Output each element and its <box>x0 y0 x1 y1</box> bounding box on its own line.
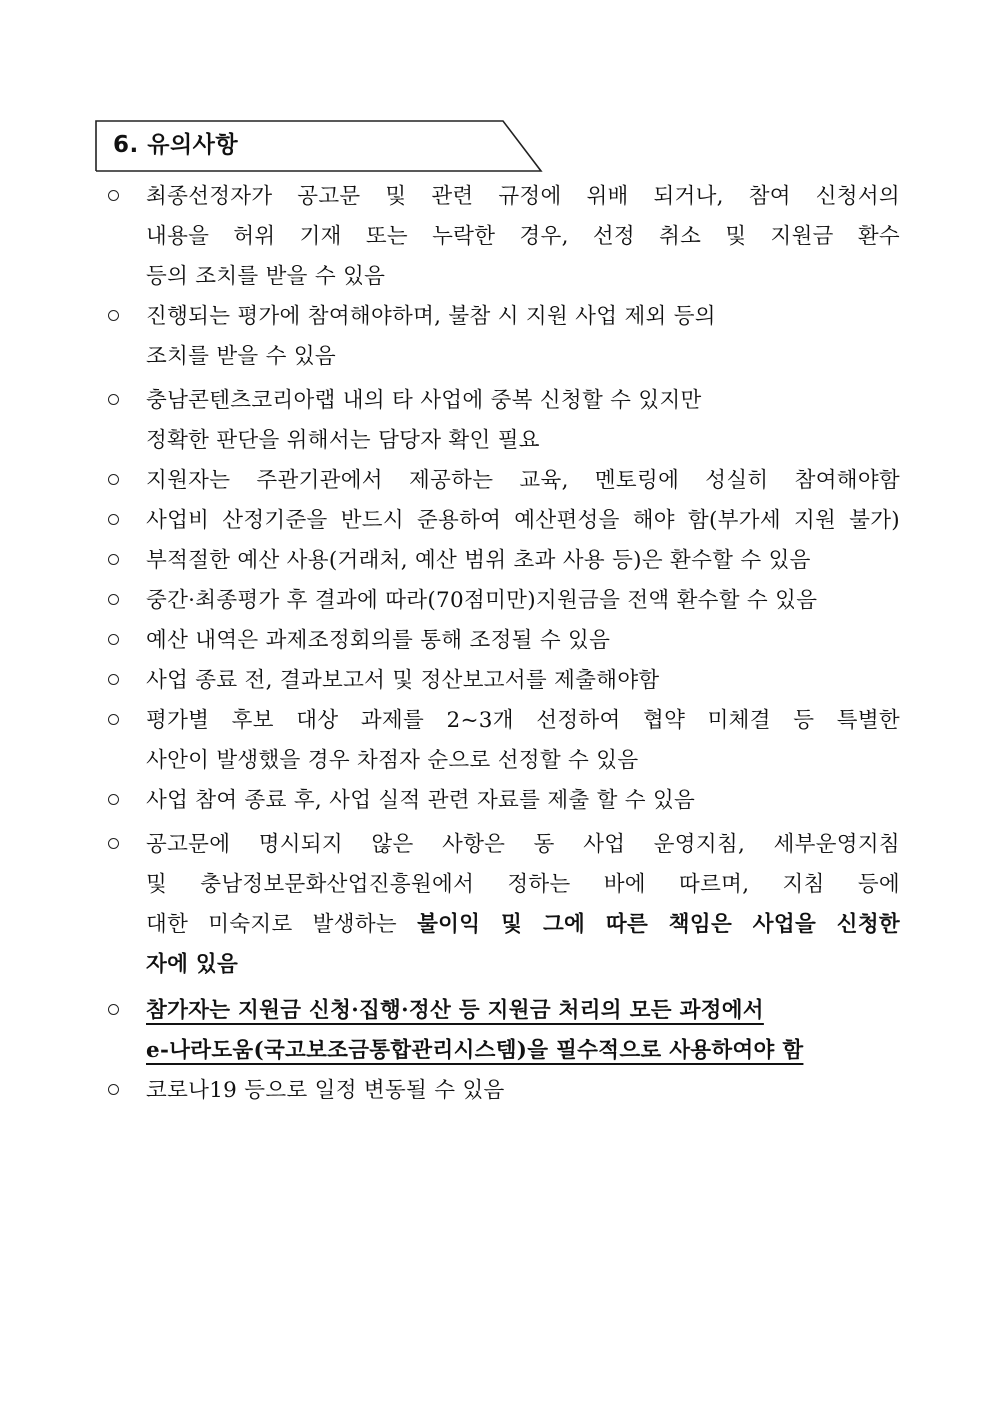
list-item <box>108 381 900 461</box>
circle-bullet-icon <box>108 634 119 645</box>
note-line: 중간·최종평가 후 결과에 따라(70점미만)지원금을 전액 환수할 수 있음 <box>146 588 818 613</box>
note-line: 사업비 산정기준을 반드시 준용하여 예산편성을 해야 함(부가세 지원 불가) <box>146 508 900 533</box>
list-item <box>108 541 900 581</box>
note-line: 및 충남정보문화산업진흥원에서 정하는 바에 따르며, 지침 등에 <box>146 872 900 897</box>
circle-bullet-icon <box>108 310 119 321</box>
note-line: 최종선정자가 공고문 및 관련 규정에 위배 되거나, 참여 신청서의 <box>146 184 900 209</box>
circle-bullet-icon <box>108 474 119 485</box>
circle-bullet-icon <box>108 838 119 849</box>
note-text-plain: 대한 미숙지로 발생하는 <box>146 912 418 937</box>
note-line: 정확한 판단을 위해서는 담당자 확인 필요 <box>146 428 540 453</box>
circle-bullet-icon <box>108 1084 119 1095</box>
note-line: 코로나19 등으로 일정 변동될 수 있음 <box>146 1078 505 1103</box>
list-item <box>108 581 900 621</box>
note-line: 사안이 발생했을 경우 차점자 순으로 선정할 수 있음 <box>146 748 639 773</box>
section-title: 6. 유의사항 <box>113 132 239 158</box>
note-line: 충남콘텐츠코리아랩 내의 타 사업에 중복 신청할 수 있지만 <box>146 388 702 413</box>
list-item <box>108 781 900 821</box>
list-item <box>108 177 900 297</box>
circle-bullet-icon <box>108 1004 119 1015</box>
list-item <box>108 661 900 701</box>
note-line: 조치를 받을 수 있음 <box>146 344 336 369</box>
list-item <box>108 1071 900 1111</box>
note-text-bold: 불이익 및 그에 따른 책임은 사업을 신청한 <box>417 912 900 937</box>
note-line: 지원자는 주관기관에서 제공하는 교육, 멘토링에 성실히 참여해야함 <box>146 468 900 493</box>
note-line: 사업 참여 종료 후, 사업 실적 관련 자료를 제출 할 수 있음 <box>146 788 696 813</box>
note-line: 등의 조치를 받을 수 있음 <box>146 264 386 289</box>
note-line: 내용을 허위 기재 또는 누락한 경우, 선정 취소 및 지원금 환수 <box>146 224 900 249</box>
circle-bullet-icon <box>108 394 119 405</box>
list-item <box>108 825 900 985</box>
circle-bullet-icon <box>108 190 119 201</box>
list-item-emphasis <box>108 991 900 1071</box>
circle-bullet-icon <box>108 594 119 605</box>
list-item <box>108 701 900 781</box>
note-line: 공고문에 명시되지 않은 사항은 동 사업 운영지침, 세부운영지침 <box>146 832 900 857</box>
notes-list <box>108 177 900 1111</box>
note-line-bold: 자에 있음 <box>146 952 239 977</box>
note-line: 예산 내역은 과제조정회의를 통해 조정될 수 있음 <box>146 628 611 653</box>
section-header <box>95 120 543 172</box>
list-item <box>108 297 900 377</box>
list-item <box>108 461 900 501</box>
note-line-emphasis <box>146 991 900 1031</box>
list-item <box>108 501 900 541</box>
list-item <box>108 621 900 661</box>
note-line: 진행되는 평가에 참여해야하며, 불참 시 지원 사업 제외 등의 <box>146 304 716 329</box>
note-line: 사업 종료 전, 결과보고서 및 정산보고서를 제출해야함 <box>146 668 660 693</box>
note-line: 평가별 후보 대상 과제를 2~3개 선정하여 협약 미체결 등 특별한 <box>146 708 900 733</box>
emphasis-text: e-나라도움(국고보조금통합관리시스템)을 필수적으로 사용하여야 함 <box>146 1038 804 1063</box>
note-line: 부적절한 예산 사용(거래처, 예산 범위 초과 사용 등)은 환수할 수 있음 <box>146 548 811 573</box>
note-line-emphasis <box>146 1031 900 1071</box>
circle-bullet-icon <box>108 554 119 565</box>
emphasis-text: 참가자는 지원금 신청·집행·정산 등 지원금 처리의 모든 과정에서 <box>146 998 764 1023</box>
circle-bullet-icon <box>108 794 119 805</box>
circle-bullet-icon <box>108 714 119 725</box>
circle-bullet-icon <box>108 674 119 685</box>
note-line <box>146 905 900 945</box>
circle-bullet-icon <box>108 514 119 525</box>
